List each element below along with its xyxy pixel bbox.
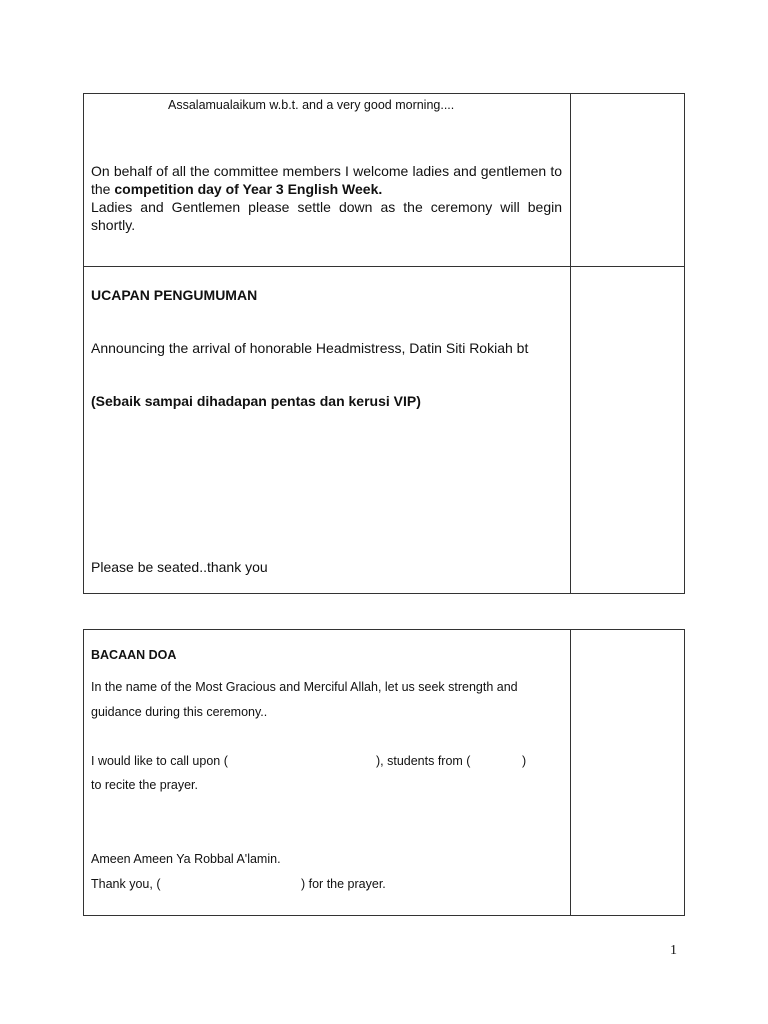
call-upon-part3: ) — [522, 754, 527, 768]
call-upon-part1: I would like to call upon ( — [91, 754, 228, 768]
announce-text: Announcing the arrival of honorable Headmistress, Datin Siti Rokiah bt — [91, 340, 529, 356]
ameen-text: Ameen Ameen Ya Robbal A'lamin. — [91, 852, 281, 866]
page-number: 1 — [670, 943, 677, 958]
column-divider — [570, 94, 571, 266]
prayer-intro-line2: guidance during this ceremony.. — [91, 705, 268, 719]
settle-paragraph: Ladies and Gentlemen please settle down as the ceremony will begin shortly. — [91, 199, 562, 233]
welcome-paragraph — [91, 162, 562, 198]
thanks-part2: ) for the prayer. — [301, 877, 386, 891]
script-table-prayer — [83, 629, 685, 916]
thanks-part1: Thank you, ( — [91, 877, 161, 891]
announce-instruction: (Sebaik sampai dihadapan pentas dan kerusi VIP) — [91, 393, 421, 409]
announcement-row — [84, 267, 684, 593]
opening-row — [84, 94, 684, 267]
script-table-opening — [83, 93, 685, 594]
call-upon-part2: ), students from ( — [376, 754, 471, 768]
welcome-event-name: competition day of Year 3 English Week. — [114, 181, 383, 197]
prayer-intro-line1: In the name of the Most Gracious and Merciful Allah, let us seek strength and — [91, 680, 518, 694]
call-upon-line2: to recite the prayer. — [91, 778, 199, 792]
announce-heading: UCAPAN PENGUMUMAN — [91, 287, 258, 303]
column-divider — [570, 630, 571, 915]
prayer-heading: BACAAN DOA — [91, 648, 177, 662]
greeting-text: Assalamualaikum w.b.t. and a very good morning.... — [168, 98, 455, 112]
column-divider — [570, 267, 571, 593]
seated-text: Please be seated..thank you — [91, 559, 268, 575]
prayer-row — [84, 630, 684, 915]
welcome-text: On behalf of all the committee members I welcome ladies and gentlemen to the — [91, 163, 562, 197]
